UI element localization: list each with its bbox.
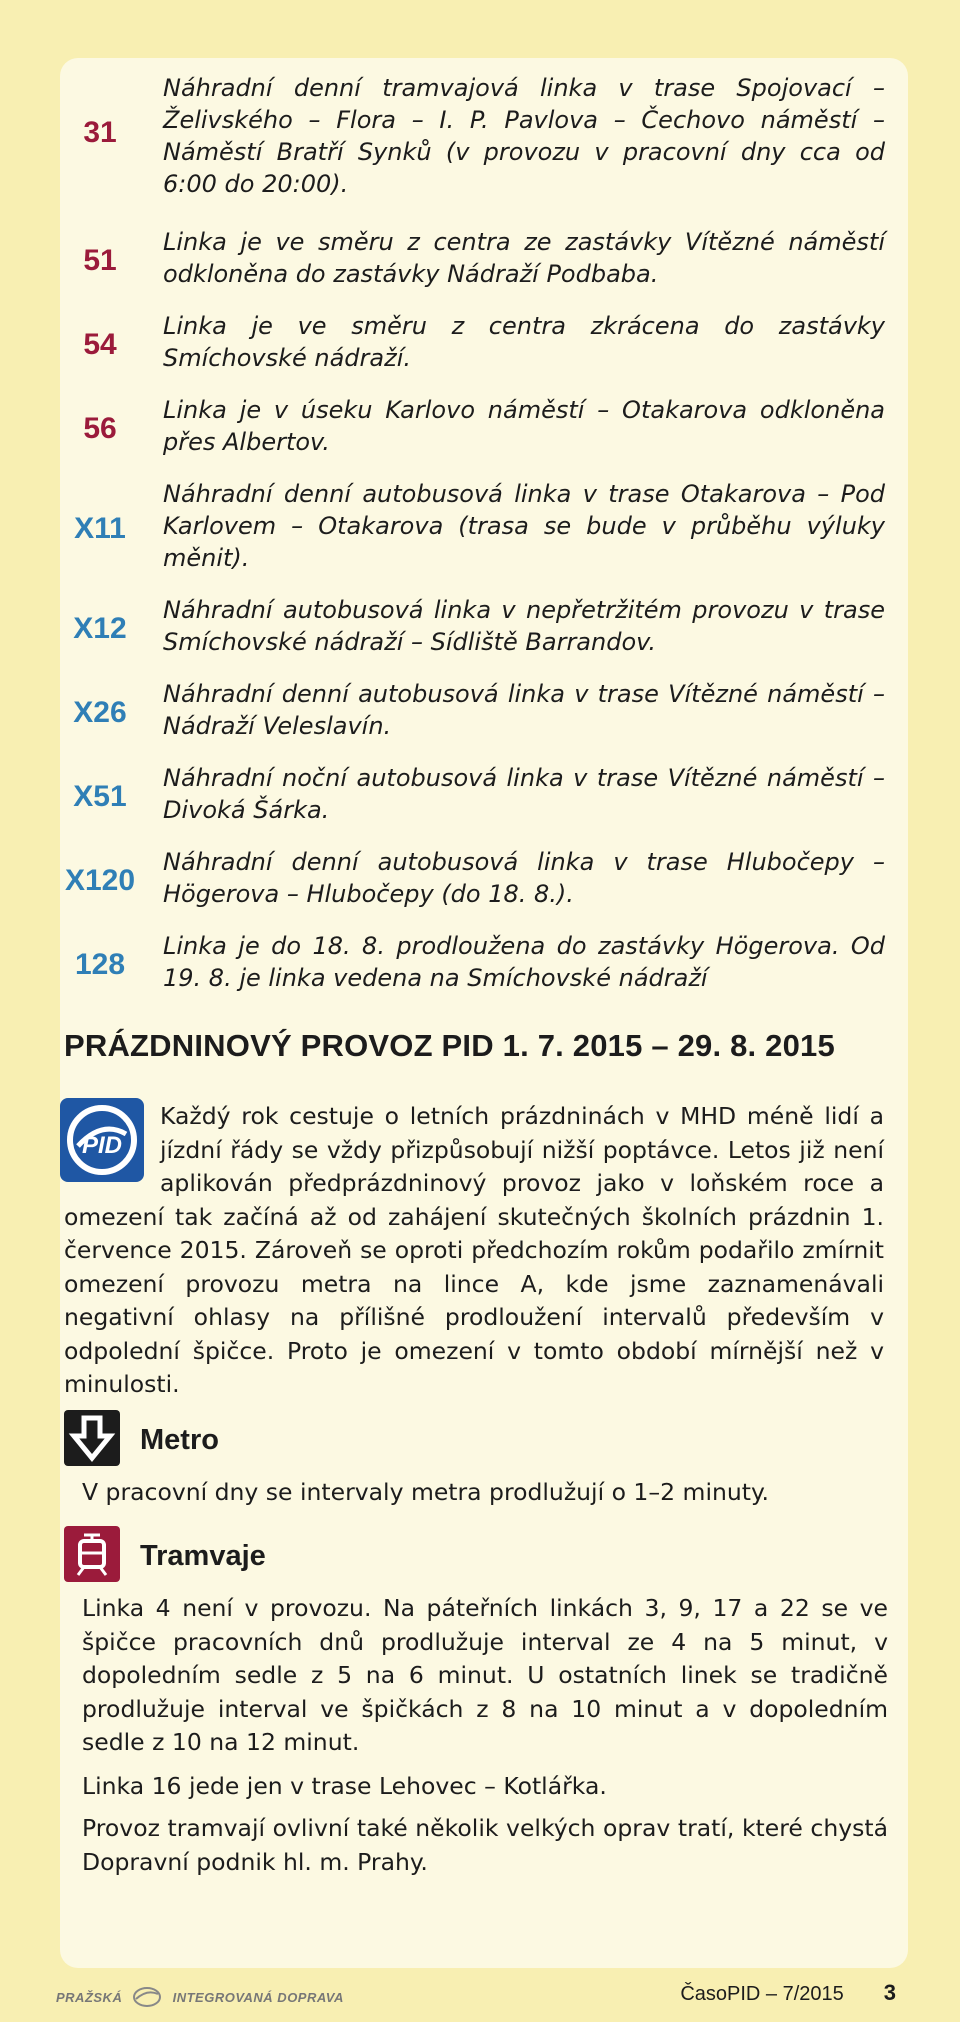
tram-paragraph: Linka 16 jede jen v trase Lehovec – Kotlářka.	[82, 1772, 607, 1800]
line-description: Náhradní noční autobusová linka v trase Vítězné náměstí – Divoká Šárka.	[163, 764, 885, 824]
metro-icon	[64, 1410, 120, 1466]
line-number: X26	[73, 696, 127, 729]
line-description: Náhradní denní autobusová linka v trase Hlubočepy – Högerova – Hlubočepy (do 18. 8.).	[163, 848, 885, 908]
intro-text: Každý rok cestuje o letních prázdninách v MHD méně lidí a jízdní řády se vždy přizpůsobují nižší poptávce. Letos již není aplikován předprázdninový provoz jako v loňském roce a omezení tak začíná až od zahájení skutečných školních prázdnin 1. července 2015. Zároveň se oproti předchozím rokům podařilo zmírnit omezení provozu metra na lince A, kde jsme zaznamenávali negativní ohlasy na přílišné prodloužení intervalů především v odpolední špičce. Proto je omezení v tomto období mírnější než v minulosti.	[64, 1102, 884, 1398]
metro-text: V pracovní dny se intervaly metra prodlužují o 1–2 minuty.	[82, 1478, 770, 1506]
tram-paragraph: Provoz tramvají ovlivní také několik velkých oprav tratí, které chystá Dopravní podnik hl. m. Prahy.	[82, 1814, 888, 1876]
line-description: Linka je do 18. 8. prodloužena do zastávky Högerova. Od 19. 8. je linka vedena na Smíchovské nádraží	[163, 932, 885, 992]
line-description: Náhradní denní autobusová linka v trase Otakarova – Pod Karlovem – Otakarova (trasa se bude v průběhu výluky měnit).	[163, 480, 885, 572]
logo-spacer	[64, 1100, 160, 1200]
footer-brand-right: INTEGROVANÁ DOPRAVA	[172, 1989, 344, 2005]
line-number: X12	[73, 612, 127, 645]
line-number: 128	[74, 948, 126, 981]
tram-paragraph: Linka 4 není v provozu. Na páteřních linkách 3, 9, 17 a 22 se ve špičce pracovních dnů prodlužuje interval ze 4 na 5 minut, v dopoledním sedle z 5 na 6 minut. U ostatních linek se tradičně prodlužuje interval ve špičkách z 8 na 10 minut a v dopoledním sedle z 10 na 12 minut.	[82, 1594, 888, 1756]
line-description: Linka je ve směru z centra zkrácena do zastávky Smíchovské nádraží.	[163, 312, 885, 372]
line-number: X11	[74, 512, 126, 545]
line-number: 51	[83, 244, 117, 277]
tram-heading: Tramvaje	[140, 1540, 266, 1572]
line-number: 56	[83, 412, 117, 445]
tram-icon	[64, 1526, 120, 1582]
intro-paragraph	[64, 1100, 884, 1402]
page-number: 3	[883, 1980, 896, 2005]
line-number: 54	[83, 328, 117, 361]
svg-text:PID: PID	[81, 1132, 123, 1159]
line-number: X120	[64, 864, 136, 897]
magazine-name: ČasoPID – 7/2015	[680, 1983, 844, 2005]
footer-meta	[680, 1980, 896, 2006]
line-description: Linka je ve směru z centra ze zastávky Vítězné náměstí odkloněna do zastávky Nádraží Podbaba.	[163, 228, 885, 288]
footer-brand	[56, 1986, 344, 2011]
content-panel	[60, 58, 908, 1968]
metro-heading: Metro	[140, 1424, 219, 1456]
line-description: Náhradní denní autobusová linka v trase Vítězné náměstí – Nádraží Veleslavín.	[163, 680, 885, 740]
line-description: Linka je v úseku Karlovo náměstí – Otakarova odkloněna přes Albertov.	[163, 396, 885, 456]
footer-brand-left: PRAŽSKÁ	[56, 1989, 123, 2005]
section-title: PRÁZDNINOVÝ PROVOZ PID 1. 7. 2015 – 29. 8. 2015	[64, 1028, 835, 1063]
line-description: Náhradní denní tramvajová linka v trase Spojovací – Želivského – Flora – I. P. Pavlova – Čechovo náměstí – Náměstí Bratří Synků (v provozu v pracovní dny cca od 6:00 do 20:00).	[163, 74, 885, 198]
line-number: 31	[83, 116, 117, 149]
line-number: X51	[73, 780, 127, 813]
pid-small-icon	[132, 1986, 162, 2011]
line-description: Náhradní autobusová linka v nepřetržitém provozu v trase Smíchovské nádraží – Sídliště Barrandov.	[163, 596, 885, 656]
